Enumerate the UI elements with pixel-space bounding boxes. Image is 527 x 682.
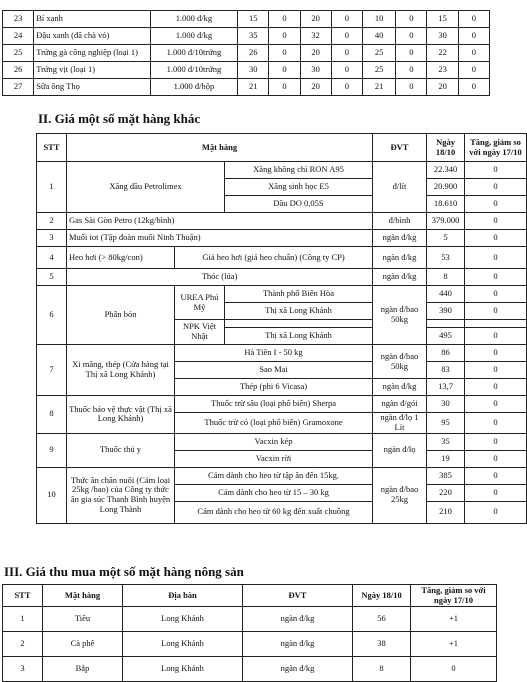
unit: ngàn đ/kg [373, 269, 427, 286]
row-stt: 27 [3, 79, 34, 96]
col-change: Tăng, giảm so với ngày 17/10 [465, 134, 527, 162]
item-name: Tiêu [43, 607, 123, 632]
unit: 1.000 đ/10trứng [150, 62, 237, 79]
sub-item: Cám dành cho heo từ 15 – 30 kg [175, 484, 373, 501]
change: +1 [411, 632, 497, 657]
value-cell: 0 [269, 79, 300, 96]
value-cell: 20 [300, 79, 331, 96]
change: 0 [465, 345, 527, 362]
value-cell: 0 [269, 45, 300, 62]
unit: đ/lít [373, 162, 427, 213]
other-goods-table [36, 133, 527, 524]
row-stt: 3 [37, 230, 67, 247]
change-empty [465, 320, 527, 328]
price: 379.000 [427, 213, 465, 230]
price: 30 [427, 396, 465, 413]
sub-item: Giá heo hơi (giá heo chuẩn) (Công ty CP) [175, 247, 373, 269]
item-name: Thuốc thú y [67, 433, 175, 467]
change: 0 [465, 362, 527, 379]
change: 0 [465, 467, 527, 484]
value-cell: 0 [331, 62, 362, 79]
price: 495 [427, 328, 465, 345]
table-row [3, 28, 490, 45]
value-cell: 10 [362, 11, 395, 28]
col-change: Tăng, giảm so với ngày 17/10 [411, 585, 497, 607]
unit: ngàn đ/bao 50kg [373, 345, 427, 379]
sub-item: Thuốc trừ cỏ (loại phổ biến) Gramoxone [175, 413, 373, 434]
sub-item: Thuốc trừ sâu (loại phổ biến) Sherpa [175, 396, 373, 413]
row-stt: 8 [37, 396, 67, 434]
change: 0 [465, 379, 527, 396]
price: 5 [427, 230, 465, 247]
item-name: Xi măng, thép (Cửa hàng tại Thị xã Long Khánh) [67, 345, 175, 396]
table-row [3, 11, 490, 28]
unit: đ/bình [373, 213, 427, 230]
row-stt: 2 [37, 213, 67, 230]
sub-item: Thành phố Biên Hòa [225, 286, 373, 303]
price: 8 [427, 269, 465, 286]
item-name: Trứng vịt (loại 1) [34, 62, 151, 79]
value-cell: 15 [427, 11, 458, 28]
value-cell: 26 [238, 45, 269, 62]
sub-item: Thép (phi 6 Vicasa) [175, 379, 373, 396]
value-cell: 0 [331, 11, 362, 28]
table-row [3, 79, 490, 96]
col-stt: STT [37, 134, 67, 162]
price: 19 [427, 450, 465, 467]
change: 0 [465, 269, 527, 286]
unit: 1.000 đ/kg [150, 28, 237, 45]
value-cell: 40 [362, 28, 395, 45]
item-name: Bí xanh [34, 11, 151, 28]
change: 0 [465, 196, 527, 213]
value-cell: 0 [396, 11, 427, 28]
value-cell: 0 [269, 11, 300, 28]
row-stt: 4 [37, 247, 67, 269]
unit: 1.000 đ/10trứng [150, 45, 237, 62]
value-cell: 21 [362, 79, 395, 96]
value-cell: 22 [427, 45, 458, 62]
section-3-heading: III. Giá thu mua một số mặt hàng nông sản [4, 564, 244, 579]
change: 0 [465, 213, 527, 230]
table-row [3, 657, 497, 682]
item-name: Trứng gà công nghiệp (loại 1) [34, 45, 151, 62]
value-cell: 20 [300, 45, 331, 62]
place: Long Khánh [123, 657, 243, 682]
row-stt: 24 [3, 28, 34, 45]
row-stt: 25 [3, 45, 34, 62]
change: 0 [465, 433, 527, 450]
item-name: Phân bón [67, 286, 175, 345]
unit: ngàn đ/kg [373, 230, 427, 247]
col-stt: STT [3, 585, 43, 607]
price: 220 [427, 484, 465, 501]
value-cell: 15 [238, 11, 269, 28]
value-cell: 0 [458, 62, 489, 79]
value-cell: 0 [331, 45, 362, 62]
sub-item: Sao Mai [175, 362, 373, 379]
row-stt: 5 [37, 269, 67, 286]
change: 0 [465, 413, 527, 434]
change: 0 [411, 657, 497, 682]
row-stt: 2 [3, 632, 43, 657]
row-stt: 1 [37, 162, 67, 213]
sub-item: Vacxin kép [175, 433, 373, 450]
change: 0 [465, 286, 527, 303]
change: +1 [411, 607, 497, 632]
sub-item: Cám dành cho heo từ 60 kg đến xuất chuồng [175, 501, 373, 523]
item-name: Đậu xanh (đã chà vỏ) [34, 28, 151, 45]
item-name: Gas Sài Gòn Petro (12kg/bình) [67, 213, 373, 230]
fertilizer-group: NPK Việt Nhật [175, 320, 225, 345]
value-cell: 0 [458, 11, 489, 28]
item-name: Muối iot (Tập đoàn muối Ninh Thuận) [67, 230, 373, 247]
unit: 1.000 đ/hộp [150, 79, 237, 96]
price: 95 [427, 413, 465, 434]
sub-item: Thị xã Long Khánh [225, 328, 373, 345]
table-row [3, 62, 490, 79]
item-name: Xăng dầu Petrolimex [67, 162, 225, 213]
price: 440 [427, 286, 465, 303]
col-item: Mặt hàng [67, 134, 373, 162]
unit: ngàn đ/lọ [373, 433, 427, 467]
unit: ngàn đ/kg [373, 247, 427, 269]
price: 83 [427, 362, 465, 379]
value-cell: 32 [300, 28, 331, 45]
unit: ngàn đ/lọ 1 Lít [373, 413, 427, 434]
row-stt: 9 [37, 433, 67, 467]
unit: ngàn đ/kg [243, 607, 353, 632]
value-cell: 0 [331, 28, 362, 45]
unit: ngàn đ/bao 50kg [373, 286, 427, 345]
row-stt: 6 [37, 286, 67, 345]
item-name: Cà phê [43, 632, 123, 657]
table-row [3, 45, 490, 62]
change: 0 [465, 501, 527, 523]
change: 0 [465, 162, 527, 179]
price: 18.610 [427, 196, 465, 213]
value-cell: 25 [362, 62, 395, 79]
value-cell: 0 [331, 79, 362, 96]
top-price-table [2, 10, 490, 96]
value-cell: 30 [427, 28, 458, 45]
table-row [3, 632, 497, 657]
price: 86 [427, 345, 465, 362]
price: 210 [427, 501, 465, 523]
change: 0 [465, 303, 527, 320]
value-cell: 23 [427, 62, 458, 79]
value-cell: 0 [458, 45, 489, 62]
value-cell: 20 [427, 79, 458, 96]
unit: 1.000 đ/kg [150, 11, 237, 28]
sub-item: Dầu DO 0,05S [225, 196, 373, 213]
value-cell: 20 [300, 11, 331, 28]
price-empty [427, 320, 465, 328]
unit: ngàn đ/bao 25kg [373, 467, 427, 523]
price: 56 [353, 607, 411, 632]
col-item: Mặt hàng [43, 585, 123, 607]
value-cell: 35 [238, 28, 269, 45]
price: 53 [427, 247, 465, 269]
item-name: Thuốc bảo vệ thực vật (Thị xã Long Khánh) [67, 396, 175, 434]
col-unit: ĐVT [373, 134, 427, 162]
sub-item: Thị xã Long Khánh [225, 303, 373, 320]
value-cell: 0 [458, 79, 489, 96]
unit: ngàn đ/gói [373, 396, 427, 413]
value-cell: 30 [238, 62, 269, 79]
price: 13,7 [427, 379, 465, 396]
row-stt: 10 [37, 467, 67, 523]
price: 38 [353, 632, 411, 657]
agri-goods-table [2, 584, 497, 682]
value-cell: 30 [300, 62, 331, 79]
col-day: Ngày 18/10 [427, 134, 465, 162]
change: 0 [465, 247, 527, 269]
item-name: Bắp [43, 657, 123, 682]
value-cell: 0 [396, 62, 427, 79]
section-2-heading: II. Giá một số mặt hàng khác [38, 111, 201, 126]
row-stt: 1 [3, 607, 43, 632]
col-place: Địa bàn [123, 585, 243, 607]
change: 0 [465, 450, 527, 467]
table-row [3, 607, 497, 632]
item-name: Heo hơi (> 80kg/con) [67, 247, 175, 269]
value-cell: 0 [458, 28, 489, 45]
change: 0 [465, 328, 527, 345]
sub-item: Hà Tiên I - 50 kg [175, 345, 373, 362]
price: 35 [427, 433, 465, 450]
sub-item-empty [225, 320, 373, 328]
sub-item: Xăng không chì RON A95 [225, 162, 373, 179]
item-name: Thức ăn chăn nuôi (Cám loại 25kg /bao) của Công ty thức ăn gia súc Thanh Bình huyện Long Thành [67, 467, 175, 523]
unit: ngàn đ/kg [373, 379, 427, 396]
row-stt: 7 [37, 345, 67, 396]
value-cell: 25 [362, 45, 395, 62]
sub-item: Vacxin rời [175, 450, 373, 467]
value-cell: 0 [396, 45, 427, 62]
row-stt: 26 [3, 62, 34, 79]
price: 8 [353, 657, 411, 682]
place: Long Khánh [123, 607, 243, 632]
sub-item: Cám dành cho heo từ tập ăn đến 15kg. [175, 467, 373, 484]
item-name: Thóc (lúa) [67, 269, 373, 286]
fertilizer-group: UREA Phú Mỹ [175, 286, 225, 320]
price: 390 [427, 303, 465, 320]
unit: ngàn đ/kg [243, 657, 353, 682]
change: 0 [465, 179, 527, 196]
row-stt: 3 [3, 657, 43, 682]
change: 0 [465, 396, 527, 413]
change: 0 [465, 484, 527, 501]
unit: ngàn đ/kg [243, 632, 353, 657]
value-cell: 0 [269, 62, 300, 79]
value-cell: 21 [238, 79, 269, 96]
col-unit: ĐVT [243, 585, 353, 607]
sub-item: Xăng sinh học E5 [225, 179, 373, 196]
price: 385 [427, 467, 465, 484]
value-cell: 0 [269, 28, 300, 45]
row-stt: 23 [3, 11, 34, 28]
item-name: Sữa ông Thọ [34, 79, 151, 96]
price: 22.340 [427, 162, 465, 179]
col-day: Ngày 18/10 [353, 585, 411, 607]
value-cell: 0 [396, 79, 427, 96]
place: Long Khánh [123, 632, 243, 657]
change: 0 [465, 230, 527, 247]
price: 20.900 [427, 179, 465, 196]
value-cell: 0 [396, 28, 427, 45]
